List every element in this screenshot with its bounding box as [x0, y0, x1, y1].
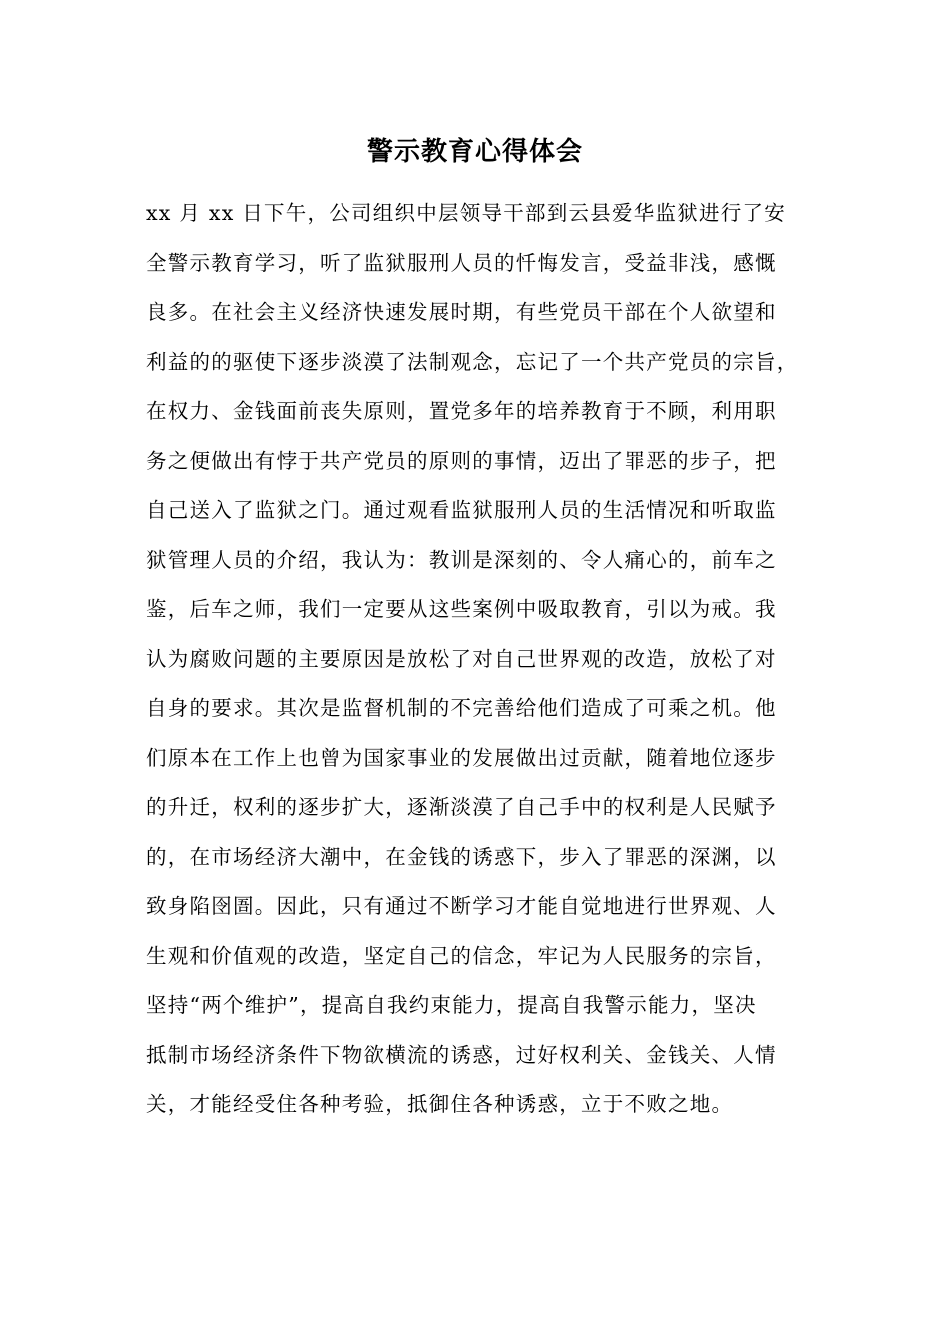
body-line: 抵制市场经济条件下物欲横流的诱惑，过好权利关、金钱关、人情 [146, 1042, 777, 1067]
body-line: 务之便做出有悖于共产党员的原则的事情，迈出了罪恶的步子，把 [146, 448, 777, 473]
body-line: 的升迁，权利的逐步扩大，逐渐淡漠了自己手中的权利是人民赋予 [146, 795, 777, 819]
body-line: 认为腐败问题的主要原因是放松了对自己世界观的改造，放松了对 [146, 646, 777, 671]
body-line: 致身陷囹圄。因此，只有通过不断学习才能自觉地进行世界观、人 [146, 894, 777, 918]
body-line: xx 月 xx 日下午，公司组织中层领导干部到云县爱华监狱进行了安 [146, 201, 787, 225]
body-line: 良多。在社会主义经济快速发展时期，有些党员干部在个人欲望和 [146, 300, 777, 324]
body-line: 的，在市场经济大潮中，在金钱的诱惑下，步入了罪恶的深渊，以 [146, 844, 777, 869]
body-line: 鉴，后车之师，我们一定要从这些案例中吸取教育，引以为戒。我 [146, 597, 777, 621]
body-line: 们原本在工作上也曾为国家事业的发展做出过贡献，随着地位逐步 [146, 745, 777, 770]
body-line: 狱管理人员的介绍，我认为：教训是深刻的、令人痛心的，前车之 [146, 547, 777, 572]
body-line: 关，才能经受住各种考验，抵御住各种诱惑，立于不败之地。 [146, 1092, 734, 1116]
body-line: 在权力、金钱面前丧失原则，置党多年的培养教育于不顾，利用职 [146, 399, 777, 423]
body-line: 坚持“两个维护”，提高自我约束能力，提高自我警示能力，坚决 [146, 993, 757, 1017]
document-title: 警示教育心得体会 [366, 137, 583, 167]
body-line: 自身的要求。其次是监督机制的不完善给他们造成了可乘之机。他 [146, 696, 777, 720]
body-line: 自己送入了监狱之门。通过观看监狱服刑人员的生活情况和听取监 [146, 498, 777, 522]
body-line: 生观和价值观的改造，坚定自己的信念，牢记为人民服务的宗旨， [146, 943, 777, 968]
body-line: 利益的的驱使下逐步淡漠了法制观念，忘记了一个共产党员的宗旨， [146, 349, 799, 374]
document-body [146, 193, 806, 1134]
body-line: 全警示教育学习，听了监狱服刑人员的忏悔发言，受益非浅，感慨 [146, 250, 777, 275]
